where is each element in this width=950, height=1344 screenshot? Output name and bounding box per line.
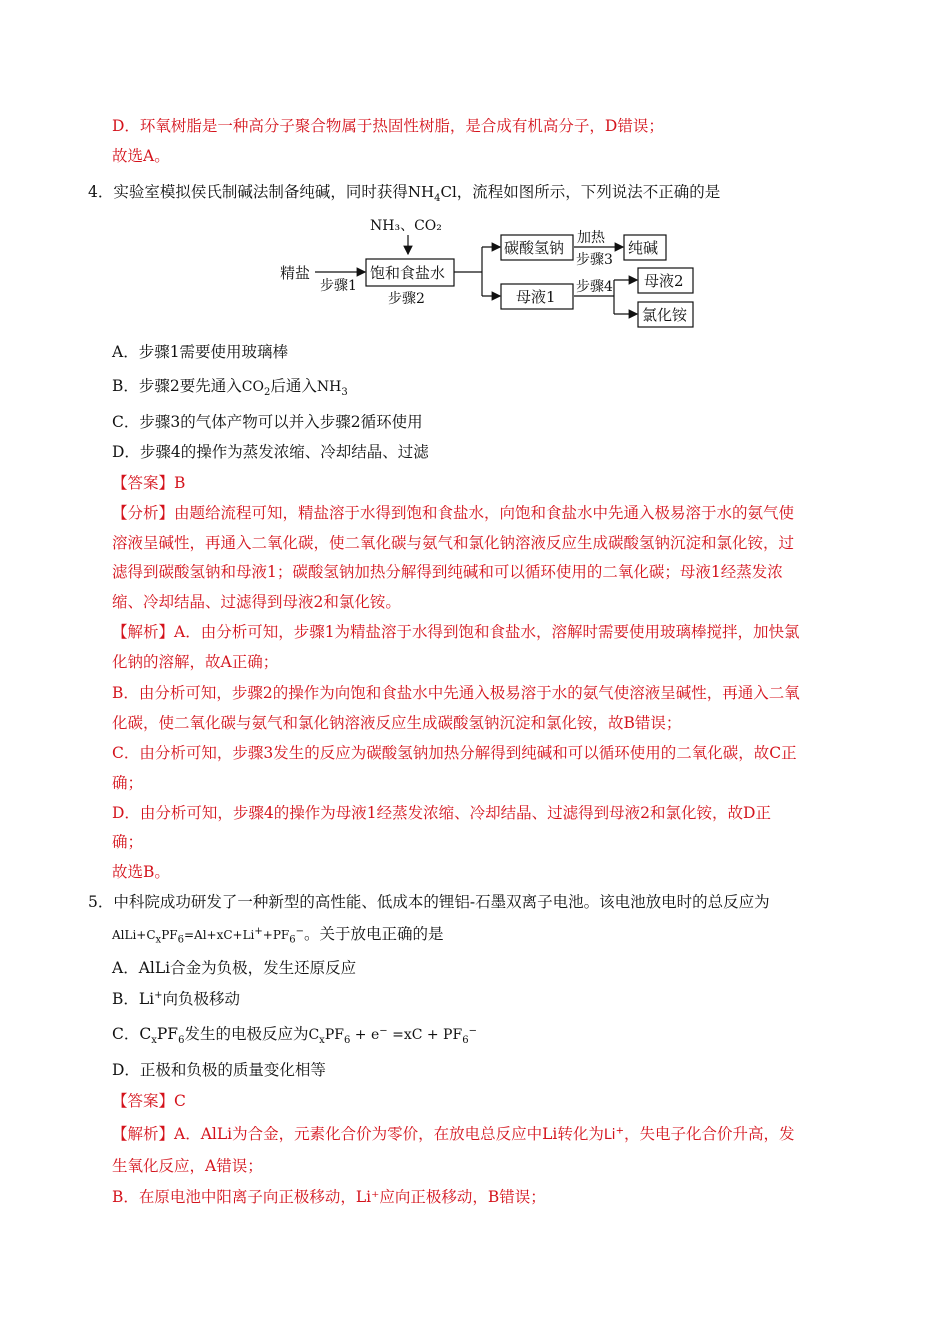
- flow-diagram: [280, 210, 700, 330]
- q3-option-d-explanation: D．环氧树脂是一种高分子聚合物属于热固性树脂，是合成有机高分子，D错误；: [112, 117, 664, 135]
- q5-stem-line-2: [112, 924, 444, 945]
- q4-option-a: A．步骤1需要使用玻璃棒: [112, 343, 289, 361]
- q4-option-b-text-b: 后通入: [270, 377, 317, 395]
- q4-number: 4．: [88, 183, 114, 201]
- q5-explanation-text-b: ，失电子化合价升高，发: [623, 1125, 795, 1143]
- q5-option-b-prefix: B．Li+: [112, 989, 163, 1008]
- q4-explanation-line-6: 确；: [112, 774, 144, 792]
- q4-option-b-text-a: B．步骤2要先通入: [112, 377, 242, 395]
- formula-nh3: $NH_3$: [316, 379, 348, 398]
- formula-electrode-reaction: $C_xPF_6 + e^- =xC + PF_6^-$: [308, 1025, 477, 1046]
- q5-explanation-line-2: 生氧化反应，A错误；: [112, 1157, 263, 1175]
- q4-explanation-line-4: 化碳，使二氧化碳与氨气和氯化钠溶液反应生成碳酸氢钠沉淀和氯化铵，故B错误；: [112, 714, 682, 732]
- q4-analysis-line-4: 缩、冷却结晶、过滤得到母液2和氯化铵。: [112, 593, 401, 611]
- q5-option-b: [112, 989, 240, 1009]
- q5-number: 5．: [88, 893, 114, 911]
- q4-option-d: D．步骤4的操作为蒸发浓缩、冷却结晶、过滤: [112, 443, 429, 461]
- diagram-box-soda-ash: 纯碱: [628, 239, 659, 257]
- diagram-box-brine: 饱和食盐水: [370, 264, 446, 282]
- q4-stem-text-b: ，流程如图所示，下列说法不正确的是: [456, 183, 721, 201]
- q5-answer: 【答案】C: [112, 1092, 186, 1110]
- diagram-reagent-label: NH₃、CO₂: [370, 218, 442, 234]
- diagram-step3-label: 步骤3: [576, 252, 613, 268]
- q4-conclusion: 故选B。: [112, 863, 170, 881]
- q5-option-c-prefix: C．$C_xPF_6$: [112, 1025, 185, 1047]
- q4-analysis-line-1: 【分析】由题给流程可知，精盐溶于水得到饱和食盐水，向饱和食盐水中先通入极易溶于水的氨气使: [112, 504, 795, 522]
- diagram-box-mother-liquor-2: 母液2: [644, 272, 684, 290]
- q4-analysis-line-3: 滤得到碳酸氢钠和母液1；碳酸氢钠加热分解得到纯碱和可以循环使用的二氧化碳；母液1经蒸发浓: [112, 563, 783, 581]
- q4-stem: [88, 182, 720, 202]
- q4-explanation-line-1: 【解析】A．由分析可知，步骤1为精盐溶于水得到饱和食盐水，溶解时需要使用玻璃棒搅拌，加快氯: [112, 623, 800, 641]
- formula-nh4cl: $NH_4Cl$: [407, 183, 457, 204]
- formula-li-ion: Li+: [603, 1125, 624, 1143]
- diagram-heat-label: 加热: [577, 230, 605, 246]
- diagram-box-sodium-bicarbonate: 碳酸氢钠: [504, 239, 565, 257]
- q5-stem-text-b: 。关于放电正确的是: [304, 925, 444, 943]
- diagram-step4-label: 步骤4: [576, 279, 613, 295]
- q5-explanation-line-3: B．在原电池中阳离子向正极移动，Li⁺应向正极移动，B错误；: [112, 1188, 546, 1206]
- q5-stem: [88, 892, 770, 912]
- q3-conclusion: 故选A。: [112, 147, 170, 165]
- q4-analysis-line-2: 溶液呈碱性，再通入二氧化碳，使二氧化碳与氨气和氯化钠溶液反应生成碳酸氢钠沉淀和氯化铵，过: [112, 534, 795, 552]
- q4-answer: 【答案】B: [112, 474, 186, 492]
- q5-option-d: D．正极和负极的质量变化相等: [112, 1061, 326, 1079]
- formula-co2: $CO_2$: [241, 379, 271, 398]
- q5-option-c-text: 发生的电极反应为: [184, 1025, 309, 1043]
- diagram-start-label: 精盐: [280, 264, 311, 282]
- q4-option-c: C．步骤3的气体产物可以并入步骤2循环使用: [112, 413, 423, 431]
- q4-explanation-line-8: 确；: [112, 833, 144, 851]
- q5-option-b-text: 向负极移动: [162, 990, 241, 1008]
- formula-total-reaction: $AlLi+C_xPF_6=Al+xC+Li^++PF_6^-$: [112, 926, 305, 946]
- q5-option-a: A．AlLi合金为负极，发生还原反应: [112, 959, 357, 977]
- diagram-box-mother-liquor-1: 母液1: [516, 288, 556, 306]
- diagram-box-ammonium-chloride: 氯化铵: [642, 306, 688, 324]
- q5-explanation-line-1: [112, 1124, 794, 1145]
- q4-stem-text-a: 实验室模拟侯氏制碱法制备纯碱，同时获得: [113, 183, 408, 201]
- q4-explanation-line-5: C．由分析可知，步骤3发生的反应为碳酸氢钠加热分解得到纯碱和可以循环使用的二氧化碳，故C正: [112, 744, 797, 762]
- q4-explanation-line-2: 化钠的溶解，故A正确；: [112, 653, 279, 671]
- q4-option-b: [112, 376, 348, 397]
- q4-explanation-line-7: D．由分析可知，步骤4的操作为母液1经蒸发浓缩、冷却结晶、过滤得到母液2和氯化铵，故D正: [112, 804, 771, 822]
- q5-option-c: [112, 1024, 477, 1045]
- q5-explanation-text-a: 【解析】A．AlLi为合金，元素化合价为零价，在放电总反应中Li转化为: [112, 1125, 604, 1143]
- diagram-step2-label: 步骤2: [388, 291, 425, 307]
- q4-explanation-line-3: B．由分析可知，步骤2的操作为向饱和食盐水中先通入极易溶于水的氨气使溶液呈碱性，再通入二氧: [112, 684, 800, 702]
- q5-stem-text-a: 中科院成功研发了一种新型的高性能、低成本的锂铝-石墨双离子电池。该电池放电时的总反应为: [113, 893, 770, 911]
- diagram-step1-label: 步骤1: [320, 278, 357, 294]
